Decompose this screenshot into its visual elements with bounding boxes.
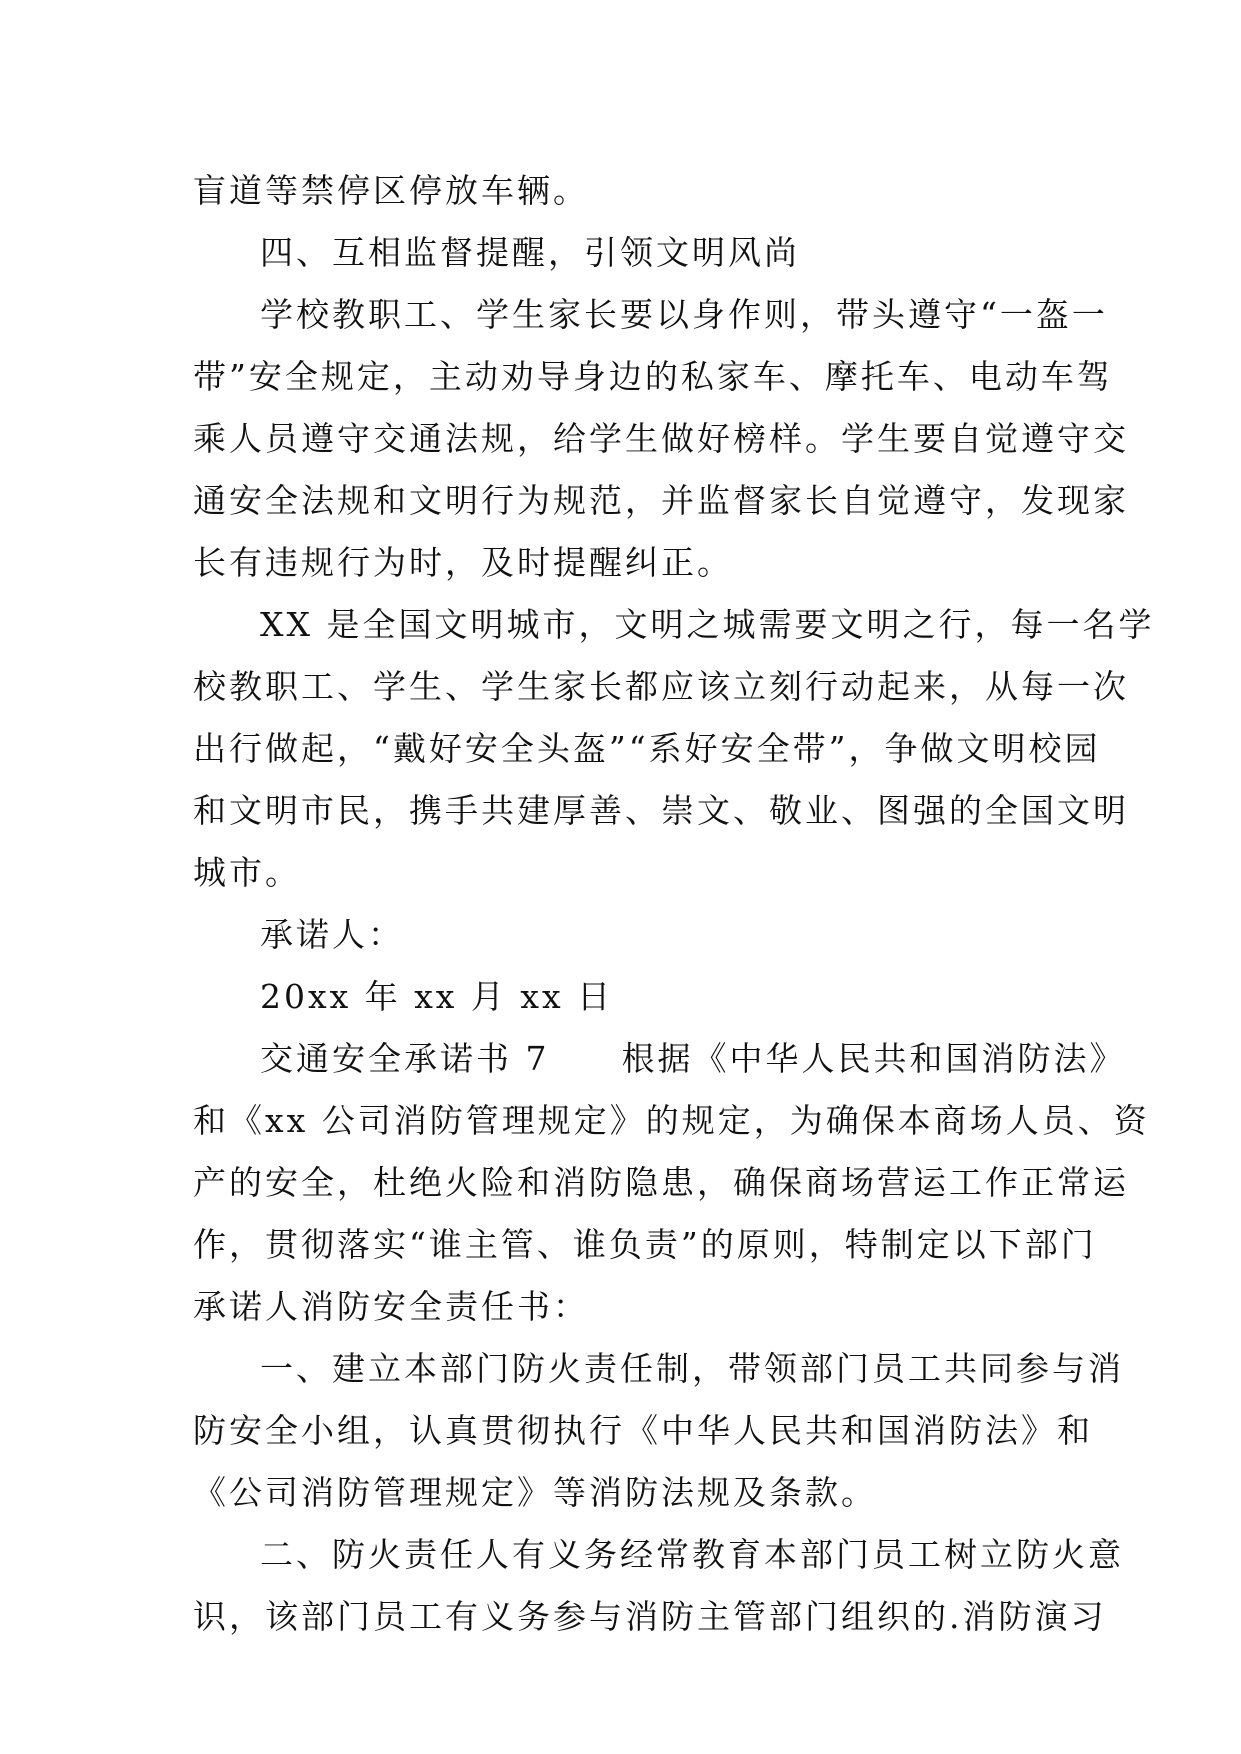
text-line: 承诺人消防安全责任书： [193, 1287, 589, 1326]
text-line: 长有违规行为时，及时提醒纠正。 [193, 543, 733, 582]
text-line: 防安全小组，认真贯彻执行《中华人民共和国消防法》和 [193, 1411, 1093, 1450]
text-line: 学校教职工、学生家长要以身作则，带头遵守“一盔一 [260, 295, 1108, 334]
text-line: 二、防火责任人有义务经常教育本部门员工树立防火意 [260, 1535, 1124, 1574]
text-line: 和文明市民，携手共建厚善、崇文、敬业、图强的全国文明 [193, 791, 1129, 830]
text-line: 承诺人： [260, 915, 404, 954]
text-line: 产的安全，杜绝火险和消防隐患，确保商场营运工作正常运 [193, 1163, 1129, 1202]
text-line: 交通安全承诺书 7 根据《中华人民共和国消防法》 [260, 1039, 1126, 1078]
text-line: 乘人员遵守交通法规，给学生做好榜样。学生要自觉遵守交 [193, 419, 1129, 458]
text-line: 校教职工、学生、学生家长都应该立刻行动起来，从每一次 [193, 667, 1129, 706]
text-line: 20xx 年 xx 月 xx 日 [260, 977, 614, 1016]
text-line: 四、互相监督提醒，引领文明风尚 [260, 233, 800, 272]
text-line: 和《xx 公司消防管理规定》的规定，为确保本商场人员、资 [193, 1101, 1150, 1140]
document-body [193, 160, 1155, 1648]
text-line: 一、建立本部门防火责任制，带领部门员工共同参与消 [260, 1349, 1124, 1388]
text-line: 《公司消防管理规定》等消防法规及条款。 [193, 1473, 877, 1512]
text-line: 城市。 [193, 853, 301, 892]
text-line: 带”安全规定，主动劝导身边的私家车、摩托车、电动车驾 [193, 357, 1113, 396]
text-line: 盲道等禁停区停放车辆。 [193, 171, 589, 210]
text-line: 作，贯彻落实“谁主管、谁负责”的原则，特制定以下部门 [193, 1225, 1097, 1264]
text-line: XX 是全国文明城市，文明之城需要文明之行，每一名学 [260, 605, 1155, 644]
text-line: 识，该部门员工有义务参与消防主管部门组织的.消防演习 [193, 1597, 1107, 1636]
text-line: 出行做起，“戴好安全头盔”“系好安全带”，争做文明校园 [193, 729, 1101, 768]
text-line: 通安全法规和文明行为规范，并监督家长自觉遵守，发现家 [193, 481, 1129, 520]
